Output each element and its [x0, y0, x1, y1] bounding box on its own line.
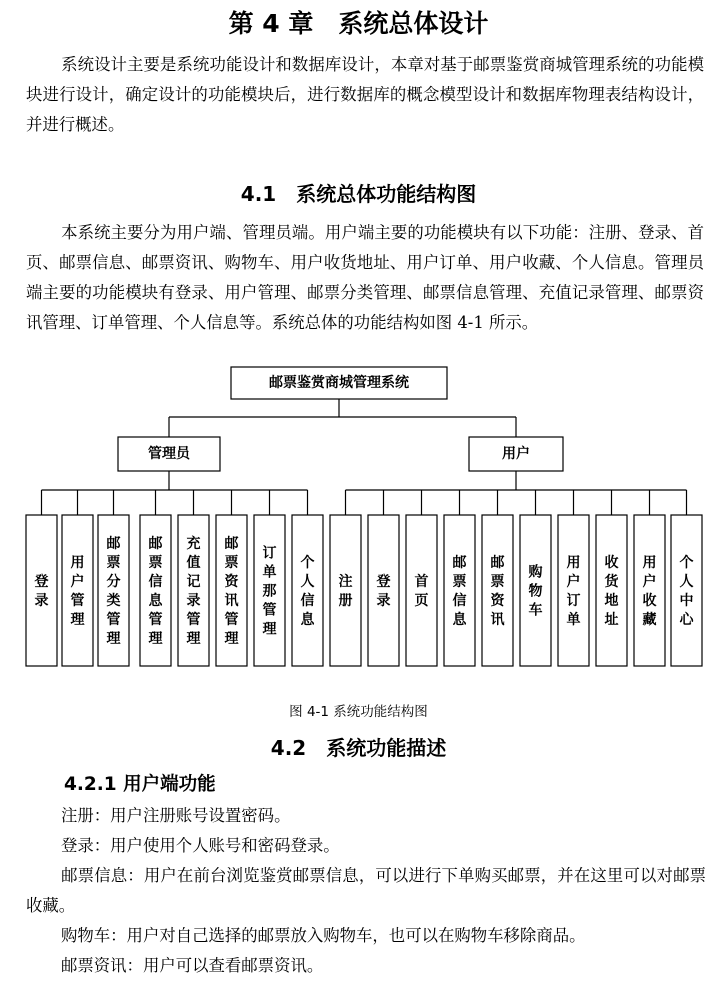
user-leaf-label-7: 收货地址: [604, 555, 619, 628]
desc-line-stamp-info: [26, 861, 706, 921]
user-leaf-label-5: 购物车: [528, 564, 543, 619]
user-leaf-6: [558, 515, 589, 666]
figure-caption: 图 4-1 系统功能结构图: [289, 704, 428, 720]
user-leaf-label-0: 注册: [338, 574, 353, 609]
admin-leaf-label-5: 邮票资讯管理: [224, 536, 239, 647]
user-leaf-label-1: 登录: [376, 574, 391, 609]
chapter-title: 第 4 章 系统总体设计: [228, 9, 489, 38]
desc-line-register-text: 注册：用户注册账号设置密码。: [61, 806, 291, 825]
admin-leaf-label-4: 充值记录管理: [186, 536, 201, 647]
user-leaf-2: [406, 515, 437, 666]
desc-line-stamp-info-text: 邮票信息：用户在前台浏览鉴赏邮票信息，可以进行下单购买邮票，并在这里可以对邮票收藏。: [26, 866, 706, 915]
desc-line-cart: [26, 921, 706, 951]
user-leaf-label-3: 邮票信息: [452, 555, 467, 628]
user-leaf-9: [671, 515, 702, 666]
desc-line-stamp-news-text: 邮票资讯：用户可以查看邮票资讯。: [61, 956, 324, 975]
desc-line-login-text: 登录：用户使用个人账号和密码登录。: [61, 836, 340, 855]
admin-leaf-label-7: 个人信息: [300, 555, 315, 628]
user-leaf-label-8: 用户收藏: [642, 555, 657, 628]
desc-line-register: [26, 801, 706, 831]
admin-node-label: 管理员: [148, 446, 190, 462]
user-leaf-7: [596, 515, 627, 666]
user-leaf-label-2: 首页: [414, 574, 429, 609]
section-4-2-title: 4.2 系统功能描述: [270, 736, 447, 760]
user-node-label: 用户: [502, 446, 530, 462]
admin-leaf-label-2: 邮票分类管理: [106, 536, 121, 647]
admin-leaf-label-0: 登录: [34, 574, 49, 609]
section-4-1-text: 本系统主要分为用户端、管理员端。用户端主要的功能模块有以下功能：注册、登录、首页、邮票信息、邮票资讯、购物车、用户收货地址、用户订单、用户收藏、个人信息。管理员端主要的功能模块有登录、用户管理、邮票分类管理、邮票信息管理、充值记录管理、邮票资讯管理、订单管理、个人信息等。系统总体的功能结构如图 4-1 所示。: [26, 223, 704, 332]
desc-line-stamp-news: [26, 951, 706, 981]
admin-leaf-1: [62, 515, 93, 666]
user-leaf-0: [330, 515, 361, 666]
admin-leaf-label-3: 邮票信息管理: [148, 536, 163, 647]
intro-text: 系统设计主要是系统功能设计和数据库设计，本章对基于邮票鉴赏商城管理系统的功能模块进行设计，确定设计的功能模块后，进行数据库的概念模型设计和数据库物理表结构设计，并进行概述。: [26, 55, 704, 134]
user-leaf-label-4: 邮票资讯: [490, 555, 505, 628]
root-node-label: 邮票鉴赏商城管理系统: [269, 375, 409, 391]
admin-leaf-label-6: 订单那管理: [262, 545, 277, 638]
admin-leaf-0: [26, 515, 57, 666]
user-leaf-3: [444, 515, 475, 666]
admin-leaf-label-1: 用户管理: [70, 555, 85, 628]
desc-line-login: [26, 831, 706, 861]
user-leaf-4: [482, 515, 513, 666]
user-leaf-8: [634, 515, 665, 666]
admin-leaf-7: [292, 515, 323, 666]
section-4-1-title: 4.1 系统总体功能结构图: [240, 182, 477, 206]
user-leaf-label-6: 用户订单: [566, 555, 581, 628]
desc-line-cart-text: 购物车：用户对自己选择的邮票放入购物车，也可以在购物车移除商品。: [61, 926, 586, 945]
user-leaf-label-9: 个人中心: [679, 555, 694, 628]
subsection-4-2-1-title: 4.2.1 用户端功能: [64, 774, 216, 795]
user-leaf-1: [368, 515, 399, 666]
